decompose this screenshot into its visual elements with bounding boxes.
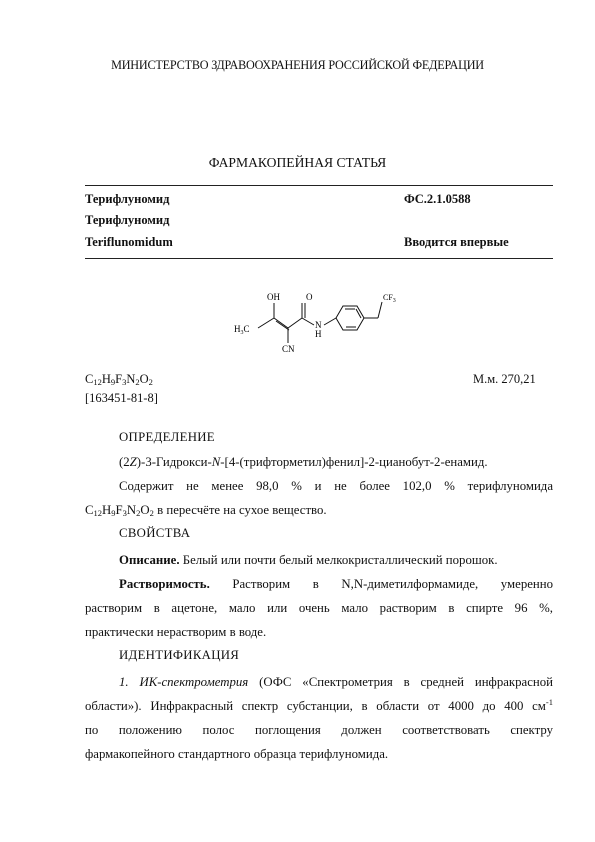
identification-ir-line2: области»). Инфракрасный спектр субстанции, в области от 4000 до 400 $см^{-1}$	[85, 697, 553, 713]
definition-content-line1: Содержит не менее 98,0 % и не более 102,0 % терифлуномида	[119, 479, 553, 493]
molar-mass: М.м. 270,21	[473, 372, 536, 386]
identification-ir-line1: 1. ИК-спектрометрия (ОФС «Спектрометрия в средней инфракрасной	[119, 675, 554, 689]
cas-number: [163451-81-8]	[85, 391, 158, 405]
section-identification: ИДЕНТИФИКАЦИЯ	[119, 648, 240, 662]
cf3-label: $CF_3$	[383, 293, 396, 304]
name-ru-primary: Терифлуномид	[85, 192, 170, 206]
properties-solubility-line3: практически нерастворим в воде.	[85, 625, 267, 639]
article-code: ФС.2.1.0588	[404, 192, 471, 206]
amide-n-label: N	[315, 320, 322, 330]
properties-solubility-line1: Растворимость. Растворим в N,N-диметилформамиде, умеренно	[119, 577, 553, 591]
definition-content-line2: $C_{12}H_9F_3N_2O_2$ в пересчёте на сухое вещество.	[85, 503, 327, 518]
structural-formula	[230, 278, 410, 358]
identification-ir-line4: фармакопейного стандартного образца терифлуномида.	[85, 747, 389, 761]
section-definition: ОПРЕДЕЛЕНИЕ	[119, 430, 215, 444]
name-latin: Teriflunomidum	[85, 235, 173, 249]
amide-h-label: H	[315, 329, 322, 339]
introduction-status: Вводится впервые	[404, 235, 509, 249]
oh-label: OH	[267, 292, 280, 302]
molecular-formula: $C_{12}H_9F_3N_2O_2$	[85, 372, 153, 387]
identification-ir-line3: по положению полос поглощения должен соответствовать спектру	[85, 723, 553, 737]
section-properties: СВОЙСТВА	[119, 526, 191, 540]
properties-solubility-line2: растворим в ацетоне, мало или очень мало растворим в спирте 96 %,	[85, 601, 553, 615]
header-top-rule	[85, 185, 553, 186]
name-ru-secondary: Терифлуномид	[85, 213, 170, 227]
ch3-label: $H_3C$	[234, 324, 250, 336]
ministry-heading: МИНИСТЕРСТВО ЗДРАВООХРАНЕНИЯ РОССИЙСКОЙ ФЕДЕРАЦИИ	[111, 58, 484, 72]
article-title: ФАРМАКОПЕЙНАЯ СТАТЬЯ	[208, 155, 387, 170]
definition-chemical-name: (2Z)-3-Гидрокси-N-[4-(трифторметил)фенил]-2-цианобут-2-енамид.	[119, 455, 488, 469]
oxygen-label: O	[306, 292, 313, 302]
cn-label: CN	[282, 344, 295, 354]
header-bottom-rule	[85, 258, 553, 259]
properties-description: Описание. Белый или почти белый мелкокристаллический порошок.	[119, 553, 498, 567]
